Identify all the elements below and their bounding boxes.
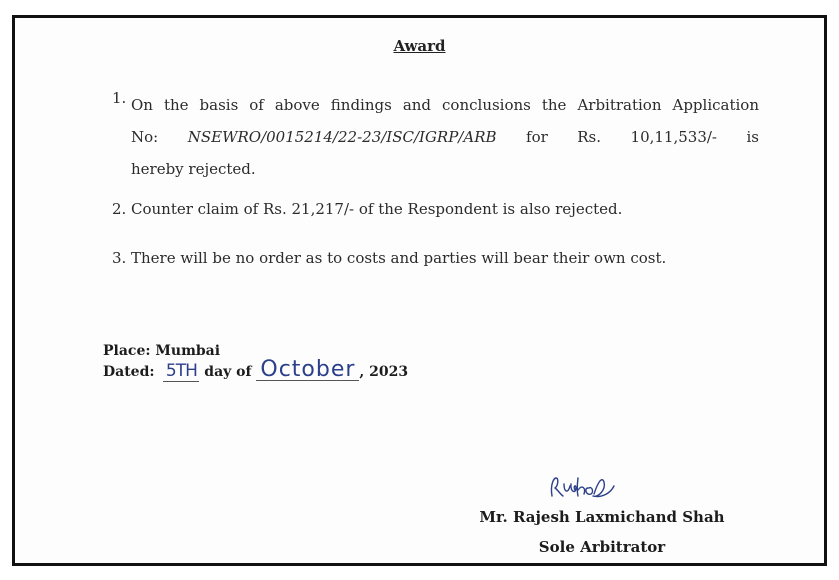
award-heading: Award — [393, 37, 446, 55]
clause-body — [131, 89, 759, 185]
clause-1 — [112, 89, 759, 179]
clause-number: 1. — [112, 89, 127, 107]
place-label: Place: — [103, 343, 151, 359]
place-value: Mumbai — [155, 343, 221, 359]
clause-1-line-1: On the basis of above findings and conclusions the Arbitration Application — [131, 96, 759, 114]
place-date-block — [103, 342, 408, 382]
clause-1-line-3: hereby rejected. — [131, 160, 256, 178]
signatory-name: Mr. Rajesh Laxmichand Shah — [479, 508, 725, 526]
handwritten-month: October — [256, 360, 359, 381]
handwritten-day: 5TH — [163, 361, 199, 382]
clause-1-line-2 — [131, 121, 759, 153]
application-reference: NSEWRO/0015214/22-23/ISC/IGRP/ARB — [187, 128, 497, 146]
dated-label: Dated: — [103, 364, 155, 380]
application-amount: for Rs. 10,11,533/- is — [526, 128, 759, 146]
day-of-text: day of — [204, 364, 252, 380]
dated-year: , 2023 — [359, 364, 409, 380]
arbitrator-signature — [546, 472, 621, 504]
clause-number: 2. — [112, 200, 127, 218]
dated-line — [103, 357, 409, 382]
place-line — [103, 342, 408, 360]
clause-body: There will be no order as to costs and parties will bear their own cost. — [131, 249, 667, 267]
application-no-label: No: — [131, 128, 159, 146]
signatory-title: Sole Arbitrator — [538, 538, 666, 556]
clause-number: 3. — [112, 249, 127, 267]
award-page — [12, 15, 827, 566]
clause-body: Counter claim of Rs. 21,217/- of the Respondent is also rejected. — [131, 200, 623, 218]
